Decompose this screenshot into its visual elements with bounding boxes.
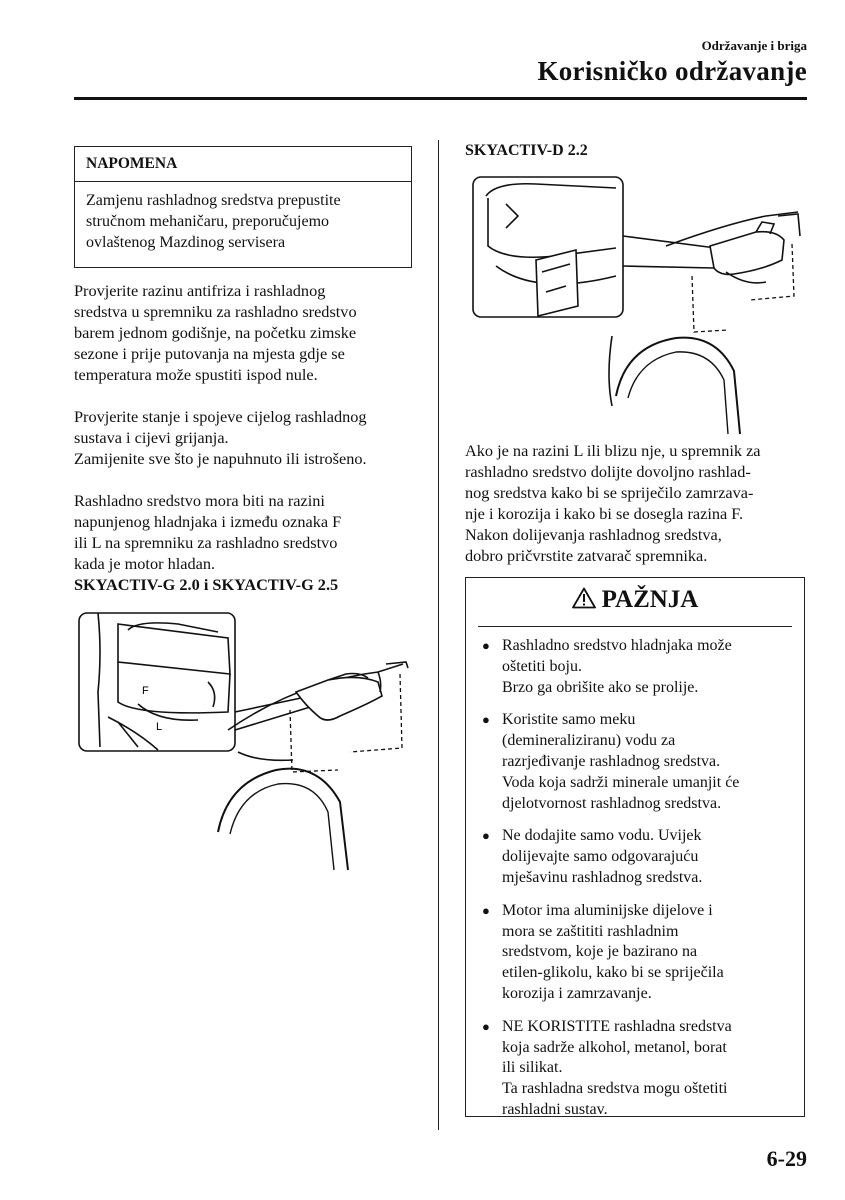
- section-label: Održavanje i briga: [701, 38, 807, 53]
- column-divider: [438, 140, 439, 1130]
- warning-list: [480, 636, 796, 1133]
- warning-title: PAŽNJA: [601, 586, 699, 613]
- text-line: sustava i cijevi grijanja.: [74, 428, 229, 447]
- bullet-icon: ●: [482, 1018, 490, 1034]
- warning-divider: [478, 626, 792, 627]
- text-line: Provjerite razinu antifriza i rashladnog: [74, 281, 326, 300]
- warning-header: [466, 578, 804, 624]
- bullet-icon: ●: [482, 712, 490, 728]
- text-line: nje i korozija i kako bi se dosegla razina F.: [465, 504, 744, 523]
- subheading-skyactiv-d: SKYACTIV-D 2.2: [465, 142, 588, 159]
- page-number: 6-29: [766, 1146, 807, 1171]
- list-item: ● Koristite samo meku (demineraliziranu) vodu za razrjeđivanje rashladnog sredstva. Voda koja sadrži minerale umanjit će djelotvornost rashladnog sredstva.: [482, 711, 740, 812]
- title-rule: [74, 97, 807, 100]
- subheading-skyactiv-g: SKYACTIV-G 2.0 i SKYACTIV-G 2.5: [74, 575, 339, 594]
- text-line: Ako je na razini L ili blizu nje, u spremnik za: [465, 441, 761, 460]
- list-item: ● Ne dodajite samo vodu. Uvijek dolijevajte samo odgovarajuću mješavinu rashladnog sredstva.: [482, 827, 703, 886]
- note-line: Zamjenu rashladnog sredstva prepustite: [86, 192, 341, 209]
- paragraph-coolant-level: [74, 490, 341, 595]
- page-title: Korisničko održavanje: [537, 56, 807, 86]
- text-line: nog sredstva kako bi se spriječilo zamrzava-: [465, 483, 754, 502]
- text-line: barem jednom godišnje, na početku zimske: [74, 323, 357, 342]
- text-line: temperatura može spustiti ispod nule.: [74, 365, 318, 384]
- text-line: Rashladno sredstvo mora biti na razini: [74, 491, 325, 510]
- list-item: ● Rashladno sredstvo hladnjaka može oštetiti boju. Brzo ga obrišite ako se prolije.: [482, 637, 732, 696]
- text-line: Zamijenite sve što je napuhnuto ili istrošeno.: [74, 449, 367, 468]
- note-heading: NAPOMENA: [75, 147, 411, 182]
- bullet-icon: ●: [482, 902, 490, 918]
- text-line: Nakon dolijevanja rashladnog sredstva,: [465, 525, 722, 544]
- warning-box: [465, 577, 805, 1117]
- note-line: ovlaštenog Mazdinog servisera: [86, 234, 286, 251]
- paragraph-check-level: [74, 280, 357, 385]
- paragraph-add-coolant: [465, 440, 761, 566]
- text-line: sredstva u spremniku za rashladno sredstvo: [74, 302, 357, 321]
- bullet-icon: ●: [482, 828, 490, 844]
- paragraph-check-system: [74, 406, 367, 469]
- note-box: [74, 146, 412, 268]
- text-line: dobro pričvrstite zatvarač spremnika.: [465, 546, 708, 565]
- list-item: ● Motor ima aluminijske dijelove i mora se zaštititi rashladnim sredstvom, koje je bazirano na etilen-glikolu, kako bi se spriječila korozija i zamrzavanje.: [482, 901, 724, 1002]
- figure-coolant-reservoir-g: [78, 612, 418, 872]
- text-line: kada je motor hladan.: [74, 554, 216, 573]
- bullet-icon: ●: [482, 638, 490, 653]
- text-line: ili L na spremniku za rashladno sredstvo: [74, 533, 338, 552]
- label-f: F: [142, 685, 149, 697]
- warning-triangle-icon: [572, 587, 596, 616]
- text-line: napunjenog hladnjaka i između oznaka F: [74, 512, 342, 531]
- text-line: rashladno sredstvo dolijte dovoljno rashlad-: [465, 462, 751, 481]
- note-body: [75, 182, 411, 253]
- label-l: L: [156, 721, 163, 733]
- text-line: Provjerite stanje i spojeve cijelog rashladnog: [74, 407, 367, 426]
- list-item: ● NE KORISTITE rashladna sredstva koja sadrže alkohol, metanol, borat ili silikat. Ta rashladna sredstva mogu oštetiti rashladni sustav.: [482, 1017, 732, 1118]
- figure-coolant-reservoir-d: [466, 176, 806, 436]
- note-line: stručnom mehaničaru, preporučujemo: [86, 213, 330, 230]
- text-line: sezone i prije putovanja na mjesta gdje se: [74, 344, 345, 363]
